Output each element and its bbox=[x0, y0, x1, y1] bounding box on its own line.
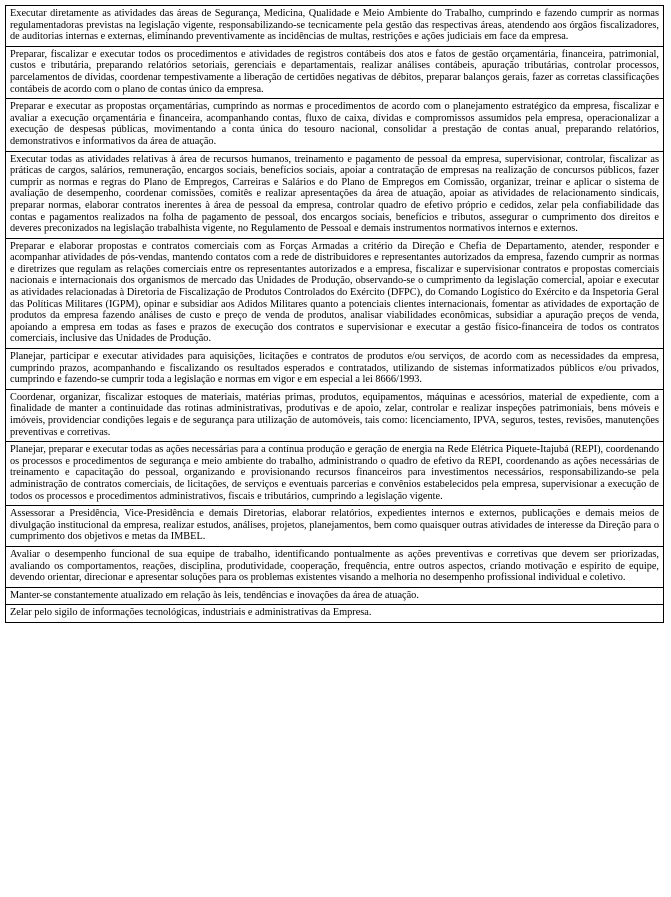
table-row bbox=[6, 238, 664, 348]
duty-paragraph: Planejar, preparar e executar todas as ações necessárias para a contínua produção e geração de energia na Rede Elétrica Piquete-Itajubá (REPI), coordenando os processos e procedimentos de segurança e meio ambiente do trabalho, administrando o quadro de efetivo da REPI, coordenando as ações necessárias de treinamento e capacitação do pessoal, organizando e provisionando recursos financeiros para investimentos necessários, responsabilizando-se pela administração de contratos comerciais, de licitações, de serviços e eventuais parcerias e convênios estabelecidos pela empresa, supervisionar a execução de todos os processos e procedimentos administrativos, fiscais e tributários, cumprindo a legislação vigente. bbox=[6, 442, 664, 506]
table-row bbox=[6, 389, 664, 441]
duties-table bbox=[5, 5, 664, 623]
duty-paragraph: Avaliar o desempenho funcional de sua equipe de trabalho, identificando pontualmente as ações preventivas e corretivas que devem ser priorizadas, avaliando os comportamentos, reações, disciplina, produtividade, cooperação, frequência, entre outros aspectos, criando motivação e espírito de equipe, devendo orientar, direcionar e apresentar soluções para os problemas existentes visando a melhoria no desempenho profissional individual e coletivo. bbox=[6, 546, 664, 587]
table-row bbox=[6, 151, 664, 238]
table-row bbox=[6, 546, 664, 587]
duty-paragraph: Executar diretamente as atividades das áreas de Segurança, Medicina, Qualidade e Meio Ambiente do Trabalho, cumprindo e fazendo cumprir as normas regulamentadoras previstas na legislação vigente, responsabilizando-se tecnicamente pela gestão das respectivas áreas, atendendo aos órgãos fiscalizadores, de auditorias internas e externas, eliminando preventivamente as incidências de multas, restrições e ações judiciais em face da empresa. bbox=[6, 6, 664, 47]
duty-paragraph: Preparar e executar as propostas orçamentárias, cumprindo as normas e procedimentos de acordo com o planejamento estratégico da empresa, fiscalizar e avaliar a execução orçamentária e financeira, acompanhando contas, fluxo de caixa, dívidas e compromissos assumidos pela empresa, operacionalizar a execução de despesas públicas, movimentando a conta única do tesouro nacional, consolidar a prestação de contas anual, preparando relatórios, demonstrativos e informativos da área de atuação. bbox=[6, 99, 664, 151]
duty-paragraph: Zelar pelo sigilo de informações tecnológicas, industriais e administrativas da Empresa. bbox=[6, 605, 664, 623]
table-row bbox=[6, 349, 664, 390]
duty-paragraph: Planejar, participar e executar atividades para aquisições, licitações e contratos de produtos e/ou serviços, de acordo com as necessidades da empresa, cumprindo prazos, acompanhando e fiscalizando os resultados esperados e contratados, utilizando de sistemas informatizados públicos e/ou privados, cumprindo e fazendo-se cumprir toda a legislação e normas em vigor e em especial a lei 8666/1993. bbox=[6, 349, 664, 390]
table-row bbox=[6, 506, 664, 547]
duty-paragraph: Preparar e elaborar propostas e contratos comerciais com as Forças Armadas a critério da Direção e Chefia de Departamento, atender, responder e acompanhar atividades de pós-vendas, mantendo contatos com a rede de distribuidores e representantes autorizados da empresa, fazendo cumprir as normas e diretrizes que regulam as relações comerciais entre os representantes autorizados e a empresa, fiscalizar e supervisionar contratos e propostas comerciais nacionais e internacionais dos organismos de mercado das Unidades de Produção, observando-se o cumprimento da legislação comercial, apoiar e executar as atividades relacionadas à Diretoria de Fiscalização de Produtos Controlados do Exército (DFPC), do Comando Logístico do Exército e da Inspetoria Geral das Políticas Militares (IGPM), opinar e subsidiar aos Adidos Militares quanto a potenciais clientes internacionais, fomentar as atividades de exportação de produtos da empresa fazendo análises de custo e preço de venda de produtos, analisar viabilidades econômicas, subsidiar a apuração preços de venda, apoiando a empresa em todas as fases e prazos de execução dos contratos e supervisionar e executar a gestão físico-financeira de todos os contratos comerciais, inclusive das Unidades de Produção. bbox=[6, 238, 664, 348]
table-row bbox=[6, 99, 664, 151]
duty-paragraph: Assessorar a Presidência, Vice-Presidência e demais Diretorias, elaborar relatórios, expedientes internos e externos, publicações e demais meios de divulgação institucional da empresa, realizar estudos, análises, projetos, planejamentos, bem como quaisquer outras atividades de interesse da Direção para o cumprimento dos objetivos e metas da IMBEL. bbox=[6, 506, 664, 547]
duty-paragraph: Coordenar, organizar, fiscalizar estoques de materiais, matérias primas, produtos, equipamentos, máquinas e acessórios, material de expediente, com a finalidade de manter a continuidade das rotinas administrativas, produtivas e de apoio, zelar, controlar e realizar inspeções patrimoniais, bens móveis e imóveis, providenciar condições legais e de segurança para utilização de automóveis, tais como: licenciamento, IPVA, seguros, testes, revisões, manutenções preventivas e corretivas. bbox=[6, 389, 664, 441]
duty-paragraph: Preparar, fiscalizar e executar todos os procedimentos e atividades de registros contábeis dos atos e fatos de gestão orçamentária, financeira, patrimonial, custos e tributária, preparando relatórios setoriais, gerenciais e departamentais, realizar análises contábeis, apuração tributárias, controlar processos, parcelamentos de dívidas, coordenar tempestivamente a liberação de certidões negativas de débitos, preparar balanços gerais, fazer as corretas classificações contábeis de acordo com o plano de contas único da empresa. bbox=[6, 46, 664, 98]
table-row bbox=[6, 442, 664, 506]
table-row bbox=[6, 587, 664, 605]
duty-paragraph: Manter-se constantemente atualizado em relação às leis, tendências e inovações da área de atuação. bbox=[6, 587, 664, 605]
table-row bbox=[6, 46, 664, 98]
table-row bbox=[6, 605, 664, 623]
table-row bbox=[6, 6, 664, 47]
duty-paragraph: Executar todas as atividades relativas à área de recursos humanos, treinamento e pagamento de pessoal da empresa, supervisionar, controlar, fiscalizar as práticas de cargos, salários, remuneração, encargos sociais, benefícios sociais, apoiar a contratação de empresas na realização de concursos públicos, fazer cumprir as normas e regras do Plano de Empregos, Carreiras e Salários e do Plano de Empregos em Comissão, organizar, treinar e aplicar o sistema de avaliação de desempenho, coordenar comissões, comitês e realizar apresentações da área de atuação, apoiar as atividades de relacionamento sindicais, preparar normas, elaborar contratos inerentes à área de pessoal da empresa, controlar quadro de efetivo próprio e cedidos, zelar pela confiabilidade das contas e pagamentos realizados na folha de pagamento de pessoal, dos encargos sociais, benefícios e tributos, assegurar o cumprimento dos direitos e deveres preconizados na legislação trabalhista vigente, no Regulamento de Pessoal e demais instrumentos normativos internos e externos. bbox=[6, 151, 664, 238]
